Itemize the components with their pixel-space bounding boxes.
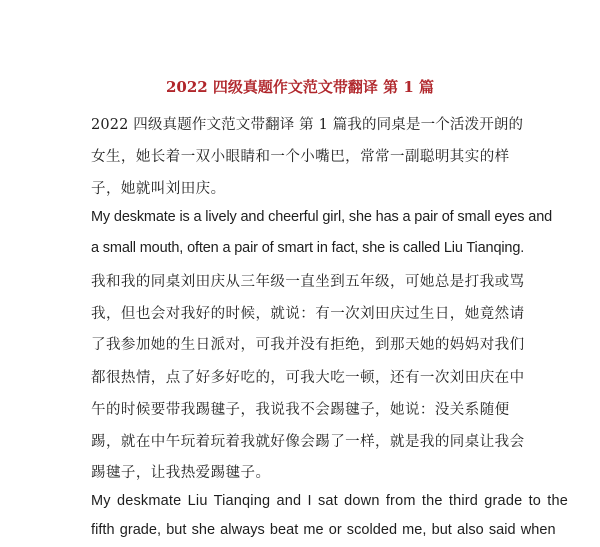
text-line: 我和我的同桌刘田庆从三年级一直坐到五年级，可她总是打我或骂	[91, 274, 525, 290]
text-line: 踢，就在中午玩着玩着我就好像会踢了一样，就是我的同桌让我会	[91, 434, 525, 450]
text-line: 都很热情，点了好多好吃的，可我大吃一顿，还有一次刘田庆在中	[91, 370, 525, 386]
text-line: fifth grade, but she always beat me or scolded me, but also said when	[91, 522, 556, 538]
text-line: 了我参加她的生日派对，可我并没有拒绝，到那天她的妈妈对我们	[91, 337, 525, 353]
text-line: 午的时候要带我踢毽子，我说我不会踢毽子，她说：没关系随便	[91, 402, 510, 418]
document-title: 2022 四级真题作文范文带翻译 第 1 篇	[165, 78, 435, 96]
text-line: 踢毽子，让我热爱踢毽子。	[91, 465, 271, 481]
text-line: My deskmate Liu Tianqing and I sat down from the third grade to the	[91, 493, 569, 509]
text-line: 2022 四级真题作文范文带翻译 第 1 篇我的同桌是一个活泼开朗的	[91, 117, 524, 133]
text-line: a small mouth, often a pair of smart in fact, she is called Liu Tianqing.	[91, 240, 525, 256]
text-line: 女生，她长着一双小眼睛和一个小嘴巴，常常一副聪明其实的样	[91, 149, 510, 165]
text-line: 子，她就叫刘田庆。	[91, 181, 226, 197]
text-line: 我，但也会对我好的时候，就说：有一次刘田庆过生日，她竟然请	[91, 306, 525, 322]
text-line: My deskmate is a lively and cheerful girl, she has a pair of small eyes and	[91, 209, 553, 225]
